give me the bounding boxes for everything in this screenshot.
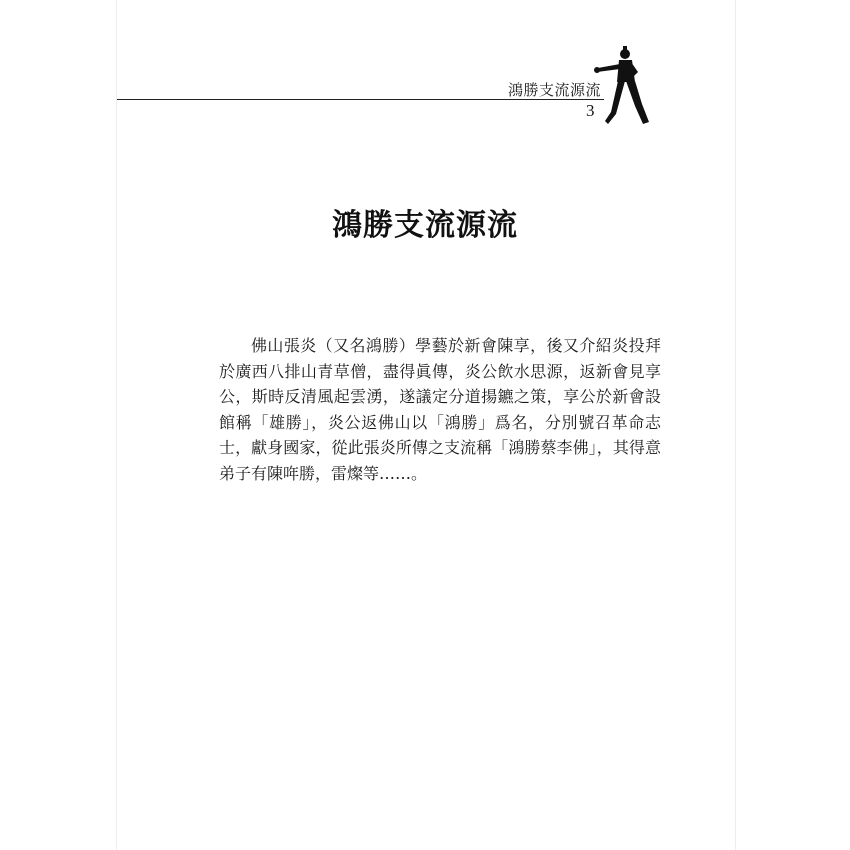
body-paragraph: 佛山張炎（又名鴻勝）學藝於新會陳享，後又介紹炎投拜於廣西八排山青草僧，盡得眞傳，炎公飲水思源，返新會見享公，斯時反清風起雲湧，遂議定分道揚鑣之策，享公於新會設館稱「雄勝」，炎公返佛山以「鴻勝」爲名，分別號召革命志士，獻身國家，從此張炎所傳之支流稱「鴻勝蔡李佛」，其得意弟子有陳哖勝，雷燦等……。 xyxy=(219,336,661,483)
running-header-title: 鴻勝支流源流 xyxy=(508,81,602,99)
chapter-title: 鴻勝支流源流 xyxy=(332,208,518,243)
martial-artist-silhouette-icon xyxy=(592,44,654,126)
header-divider xyxy=(117,99,604,100)
page-number: 3 xyxy=(586,101,595,120)
